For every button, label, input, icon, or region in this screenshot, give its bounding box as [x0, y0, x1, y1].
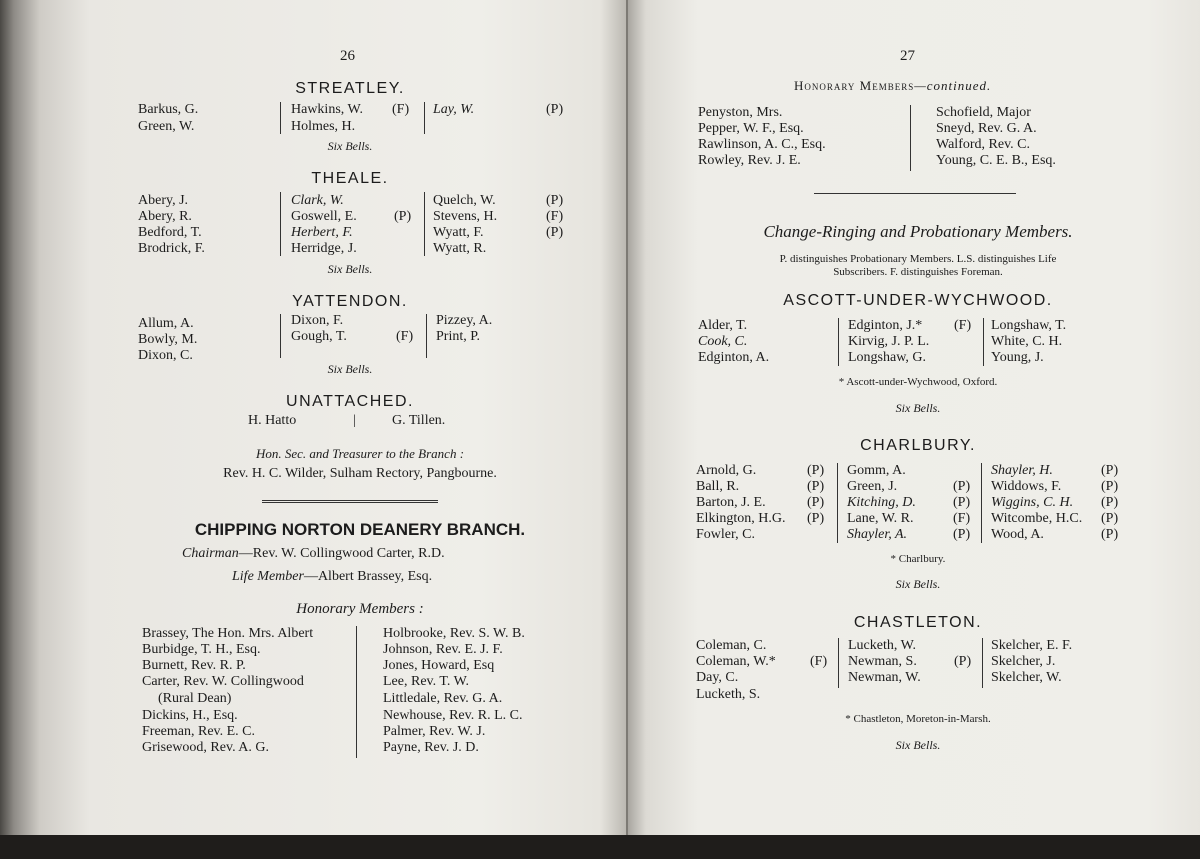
list-item: Shayler, A. — [847, 527, 908, 542]
list-item: Wyatt, R. — [433, 241, 487, 256]
list-item: Print, P. — [436, 329, 480, 344]
section-title-yattendon: YATTENDON. — [292, 293, 408, 310]
list-item: Abery, J. — [138, 193, 189, 208]
list-item: Rowley, Rev. J. E. — [698, 153, 801, 168]
column-divider — [356, 626, 357, 758]
list-item: Newman, S. — [848, 654, 917, 669]
member-flag: (P) — [807, 479, 825, 494]
honorary-heading: Honorary Members : — [296, 601, 424, 617]
column-divider — [424, 192, 425, 256]
page-number-left: 26 — [340, 48, 355, 64]
chairman-line — [182, 546, 445, 562]
member-flag: (P) — [807, 463, 825, 478]
list-item: Newhouse, Rev. R. L. C. — [383, 708, 523, 723]
list-item: Barkus, G. — [138, 102, 199, 117]
list-item: Wiggins, C. H. — [991, 495, 1074, 510]
list-item: Wyatt, F. — [433, 225, 484, 240]
member-flag: (P) — [1101, 479, 1119, 494]
list-item: Kirvig, J. P. L. — [848, 334, 930, 349]
location-note: * Ascott-under-Wychwood, Oxford. — [838, 376, 998, 388]
member-flag: (P) — [1101, 495, 1119, 510]
list-item: Goswell, E. — [291, 209, 357, 224]
list-item: Stevens, H. — [433, 209, 498, 224]
bells-note: Six Bells. — [895, 738, 941, 752]
member-flag: (F) — [396, 329, 414, 344]
list-item: Freeman, Rev. E. C. — [142, 724, 256, 739]
list-item: Brassey, The Hon. Mrs. Albert — [142, 626, 314, 641]
section-title-theale: THEALE. — [311, 170, 389, 187]
list-item: Elkington, H.G. — [696, 511, 786, 526]
list-item: Palmer, Rev. W. J. — [383, 724, 486, 739]
list-item: Lane, W. R. — [847, 511, 914, 526]
list-item: Burnett, Rev. R. P. — [142, 658, 246, 673]
bells-note: Six Bells. — [327, 362, 373, 376]
list-item: G. Tillen. — [392, 413, 446, 428]
list-item: Longshaw, T. — [991, 318, 1067, 333]
column-divider — [280, 314, 281, 358]
list-item: Edginton, J.* — [848, 318, 923, 333]
list-item: H. Hatto — [248, 413, 297, 428]
list-item: Skelcher, W. — [991, 670, 1062, 685]
list-item: Carter, Rev. W. Collingwood — [142, 674, 304, 689]
honorary-continued-suffix: —continued. — [914, 78, 992, 93]
list-item: Widdows, F. — [991, 479, 1062, 494]
list-item: Clark, W. — [291, 193, 344, 208]
member-flag: (F) — [392, 102, 410, 117]
location-note: * Chastleton, Moreton-in-Marsh. — [845, 713, 991, 725]
member-flag: (P) — [953, 479, 971, 494]
list-item: (Rural Dean) — [158, 691, 232, 706]
list-item: Herridge, J. — [291, 241, 357, 256]
member-flag: (P) — [546, 225, 564, 240]
list-item: Coleman, C. — [696, 638, 767, 653]
column-divider — [838, 638, 839, 688]
list-item: Johnson, Rev. E. J. F. — [383, 642, 503, 657]
member-flag: (P) — [1101, 527, 1119, 542]
list-item: Penyston, Mrs. — [698, 105, 783, 120]
list-item: Pizzey, A. — [436, 313, 493, 328]
column-divider — [837, 463, 838, 543]
list-item: Barton, J. E. — [696, 495, 766, 510]
section-title-charlbury: CHARLBURY. — [860, 437, 976, 454]
bells-note: Six Bells. — [327, 139, 373, 153]
list-item: White, C. H. — [991, 334, 1063, 349]
list-item: Gomm, A. — [847, 463, 906, 478]
member-flag: (P) — [953, 527, 971, 542]
column-divider — [981, 463, 982, 543]
section-title-unattached: UNATTACHED. — [286, 393, 414, 410]
list-item: Skelcher, J. — [991, 654, 1056, 669]
list-item: Bedford, T. — [138, 225, 202, 240]
member-flag: (P) — [394, 209, 412, 224]
member-flag: (F) — [954, 318, 972, 333]
bells-note: Six Bells. — [895, 401, 941, 415]
chairman-name: —Rev. W. Collingwood Carter, R.D. — [238, 546, 445, 561]
hon-sec-label: Hon. Sec. and Treasurer to the Branch : — [255, 446, 465, 461]
bells-note: Six Bells. — [327, 262, 373, 276]
member-flag: (F) — [810, 654, 828, 669]
right-page — [628, 0, 1200, 859]
list-item: Payne, Rev. J. D. — [383, 740, 479, 755]
list-item: Grisewood, Rev. A. G. — [142, 740, 270, 755]
honorary-continued-heading — [794, 78, 991, 94]
list-item: Wood, A. — [991, 527, 1044, 542]
list-item: Schofield, Major — [936, 105, 1031, 120]
list-item: Sneyd, Rev. G. A. — [936, 121, 1037, 136]
column-divider — [838, 318, 839, 366]
list-item: Abery, R. — [138, 209, 192, 224]
column-divider — [280, 192, 281, 256]
separator: | — [353, 413, 356, 428]
horizontal-rule — [814, 193, 1016, 194]
list-item: Green, J. — [847, 479, 898, 494]
page-number-right: 27 — [900, 48, 915, 64]
list-item: Brodrick, F. — [138, 241, 205, 256]
list-item: Gough, T. — [291, 329, 347, 344]
legend-line-2: Subscribers. F. distinguishes Foreman. — [833, 266, 1003, 278]
list-item: Lay, W. — [433, 102, 475, 117]
list-item: Fowler, C. — [696, 527, 755, 542]
member-flag: (P) — [954, 654, 972, 669]
list-item: Young, C. E. B., Esq. — [936, 153, 1056, 168]
column-divider — [983, 318, 984, 366]
column-divider — [424, 102, 425, 134]
member-flag: (P) — [1101, 511, 1119, 526]
location-note: * Charlbury. — [890, 553, 946, 565]
list-item: Pepper, W. F., Esq. — [698, 121, 804, 136]
life-member-name: —Albert Brassey, Esq. — [303, 569, 433, 584]
list-item: Allum, A. — [138, 316, 194, 331]
list-item: Walford, Rev. C. — [936, 137, 1031, 152]
list-item: Herbert, F. — [291, 225, 353, 240]
list-item: Edginton, A. — [698, 350, 770, 365]
member-flag: (P) — [1101, 463, 1119, 478]
list-item: Longshaw, G. — [848, 350, 927, 365]
list-item: Alder, T. — [698, 318, 748, 333]
section-title-streatley: STREATLEY. — [295, 80, 405, 97]
honorary-continued-label: Honorary Members — [794, 78, 915, 93]
list-item: Lee, Rev. T. W. — [383, 674, 470, 689]
section-title-chastleton: CHASTLETON. — [853, 614, 983, 631]
double-rule — [262, 500, 438, 503]
branch-title: CHIPPING NORTON DEANERY BRANCH. — [194, 520, 526, 539]
list-item: Holbrooke, Rev. S. W. B. — [383, 626, 525, 641]
list-item: Hawkins, W. — [291, 102, 363, 117]
member-flag: (P) — [953, 495, 971, 510]
column-divider — [910, 105, 911, 171]
list-item: Dickins, H., Esq. — [142, 708, 238, 723]
member-flag: (F) — [953, 511, 971, 526]
list-item: Witcombe, H.C. — [991, 511, 1083, 526]
column-divider — [982, 638, 983, 688]
list-item: Holmes, H. — [291, 119, 356, 134]
member-flag: (P) — [807, 495, 825, 510]
list-item: Burbidge, T. H., Esq. — [142, 642, 261, 657]
member-flag: (P) — [546, 102, 564, 117]
list-item: Skelcher, E. F. — [991, 638, 1073, 653]
list-item: Young, J. — [991, 350, 1044, 365]
member-flag: (F) — [546, 209, 564, 224]
list-item: Dixon, C. — [138, 348, 193, 363]
chairman-label: Chairman — [182, 546, 239, 561]
list-item: Lucketh, W. — [848, 638, 917, 653]
list-item: Cook, C. — [698, 334, 748, 349]
life-member-line — [232, 569, 432, 585]
list-item: Shayler, H. — [991, 463, 1053, 478]
list-item: Bowly, M. — [138, 332, 198, 347]
list-item: Arnold, G. — [696, 463, 757, 478]
list-item: Newman, W. — [848, 670, 921, 685]
bells-note: Six Bells. — [895, 577, 941, 591]
list-item: Dixon, F. — [291, 313, 344, 328]
list-item: Coleman, W.* — [696, 654, 776, 669]
column-divider — [280, 102, 281, 134]
column-divider — [426, 314, 427, 358]
list-item: Day, C. — [696, 670, 739, 685]
hon-sec-name: Rev. H. C. Wilder, Sulham Rectory, Pangbourne. — [223, 466, 497, 481]
change-ringing-heading: Change-Ringing and Probationary Members. — [763, 222, 1073, 241]
list-item: Littledale, Rev. G. A. — [383, 691, 503, 706]
member-flag: (P) — [546, 193, 564, 208]
section-title-ascott: ASCOTT-UNDER-WYCHWOOD. — [783, 292, 1053, 309]
list-item: Green, W. — [138, 119, 195, 134]
list-item: Lucketh, S. — [696, 687, 761, 702]
member-flag: (P) — [807, 511, 825, 526]
bottom-shadow — [0, 835, 1200, 859]
list-item: Rawlinson, A. C., Esq. — [698, 137, 826, 152]
list-item: Kitching, D. — [847, 495, 916, 510]
list-item: Quelch, W. — [433, 193, 496, 208]
list-item: Jones, Howard, Esq — [383, 658, 495, 673]
life-member-label: Life Member — [232, 569, 304, 584]
list-item: Ball, R. — [696, 479, 740, 494]
legend-line-1: P. distinguishes Probationary Members. L.S. distinguishes Life — [779, 253, 1057, 265]
